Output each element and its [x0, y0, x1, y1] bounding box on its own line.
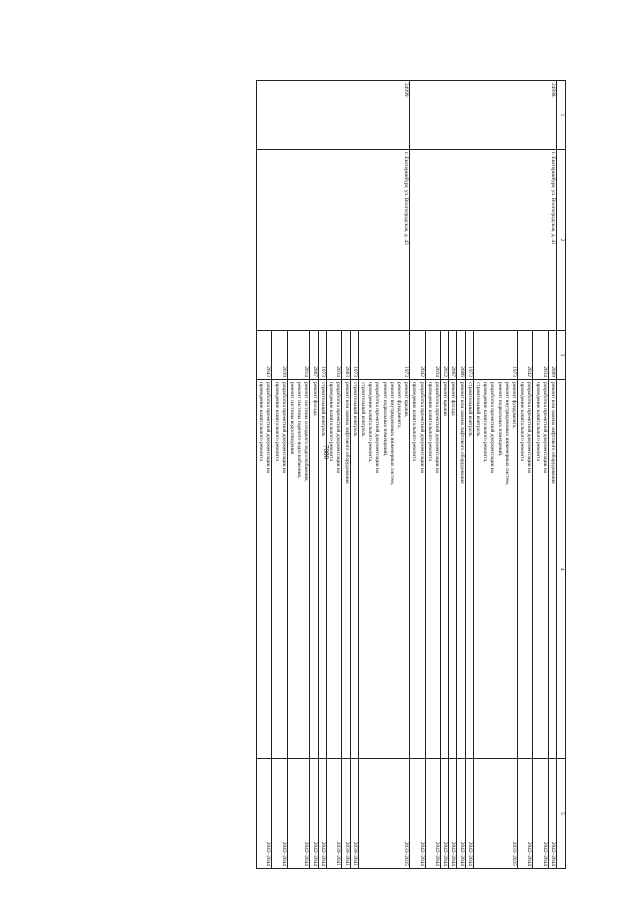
year-cell: 2034 [533, 331, 548, 380]
document-table [80, 80, 566, 866]
page-number: 7080 [322, 445, 330, 459]
year-cell: 1973 [465, 331, 473, 380]
period-cell: 2042–2044 [440, 759, 448, 869]
period-cell: 2042–2044 [287, 759, 310, 869]
work-type-cell: ремонт фундамента, ремонт внутридомовых инженерных систем, ремонт подвальных помещений, разработка проектной документации на проведение капитального ремонта, строительный контроль [473, 380, 517, 759]
work-type-cell: разработка проектной документации на проведение капитального ремонта [272, 380, 287, 759]
year-cell: 2007 [310, 331, 318, 380]
column-header-4: 4 [557, 380, 566, 759]
year-cell: 2012 [440, 331, 448, 380]
building-address: г. Екатеринбург, ул. Волгоградская, д. 43 [257, 150, 410, 331]
period-cell: 2042–2044 [318, 759, 326, 869]
period-cell: 2042–2044 [457, 759, 465, 869]
building-number: 24998. [410, 81, 557, 150]
period-cell: 2039–2041 [342, 759, 350, 869]
period-cell: 2039–2041 [326, 759, 341, 869]
column-header-1: 1 [557, 81, 566, 150]
building-address: г. Екатеринбург, ул. Волгоградская, д. 41 [410, 150, 557, 331]
year-cell: 2043 [257, 331, 272, 380]
year-cell: 2007 [449, 331, 457, 380]
period-cell: 2033–2035 [358, 759, 409, 869]
work-type-cell: разработка проектной документации на проведение капитального ремонта [257, 380, 272, 759]
year-cell: 2039 [272, 331, 287, 380]
year-cell: 2034 [425, 331, 440, 380]
year-cell: 1973 [318, 331, 326, 380]
period-cell: 2033–2035 [473, 759, 517, 869]
work-type-cell: разработка проектной документации на проведение капитального ремонта [326, 380, 341, 759]
table-row [548, 81, 556, 869]
work-type-cell: ремонт или замена лифтового оборудования [457, 380, 465, 759]
work-type-cell: ремонт фасада [449, 380, 457, 759]
work-type-cell: разработка проектной документации на проведение капитального ремонта [410, 380, 425, 759]
year-cell: 2014 [287, 331, 310, 380]
period-cell: 2042–2044 [548, 759, 556, 869]
period-cell: 2042–2044 [425, 759, 440, 869]
year-cell: 2034 [326, 331, 341, 380]
header-row [557, 81, 566, 869]
work-type-cell: разработка проектной документации на проведение капитального ремонта [517, 380, 532, 759]
work-type-cell: ремонт системы холодного водоснабжения, ремонт системы горячего водоснабжения, ремонт системы водоотведения [287, 380, 310, 759]
period-cell: 2042–2044 [310, 759, 318, 869]
year-cell: 2042 [517, 331, 532, 380]
work-type-cell: ремонт крыши [440, 380, 448, 759]
work-type-cell: ремонт фасада [310, 380, 318, 759]
work-type-cell: ремонт или замена лифтового оборудования [548, 380, 556, 759]
work-type-cell: разработка проектной документации на проведение капитального ремонта [533, 380, 548, 759]
period-cell: 2042–2044 [410, 759, 425, 869]
year-cell: 2003 [342, 331, 350, 380]
building-number: 24999. [257, 81, 410, 150]
column-header-2: 2 [557, 150, 566, 331]
year-cell: 2042 [410, 331, 425, 380]
work-type-cell: ремонт крыши, ремонт фундамента, ремонт внутридомовых инженерных систем, ремонт подвальных помещений, разработка проектной документации на проведение капитального ремонта, строительный контроль [358, 380, 409, 759]
repair-schedule-table [256, 80, 566, 869]
work-type-cell: строительный контроль [318, 380, 326, 759]
period-cell: 2042–2044 [257, 759, 272, 869]
period-cell: 2042–2044 [272, 759, 287, 869]
period-cell: 2042–2044 [533, 759, 548, 869]
column-header-3: 3 [557, 331, 566, 380]
work-type-cell: строительный контроль [350, 380, 358, 759]
table-row [358, 81, 409, 869]
period-cell: 2042–2044 [517, 759, 532, 869]
period-cell: 2039–2041 [350, 759, 358, 869]
period-cell: 2042–2044 [465, 759, 473, 869]
year-cell: 2006 [457, 331, 465, 380]
column-header-5: 5 [557, 759, 566, 869]
year-cell: 1973 [358, 331, 409, 380]
year-cell: 2009 [548, 331, 556, 380]
year-cell: 1973 [350, 331, 358, 380]
rotated-table-frame [80, 80, 566, 866]
work-type-cell: ремонт или замена лифтового оборудования [342, 380, 350, 759]
year-cell: 1973 [473, 331, 517, 380]
period-cell: 2042–2044 [449, 759, 457, 869]
work-type-cell: строительный контроль [465, 380, 473, 759]
work-type-cell: разработка проектной документации на проведение капитального ремонта [425, 380, 440, 759]
